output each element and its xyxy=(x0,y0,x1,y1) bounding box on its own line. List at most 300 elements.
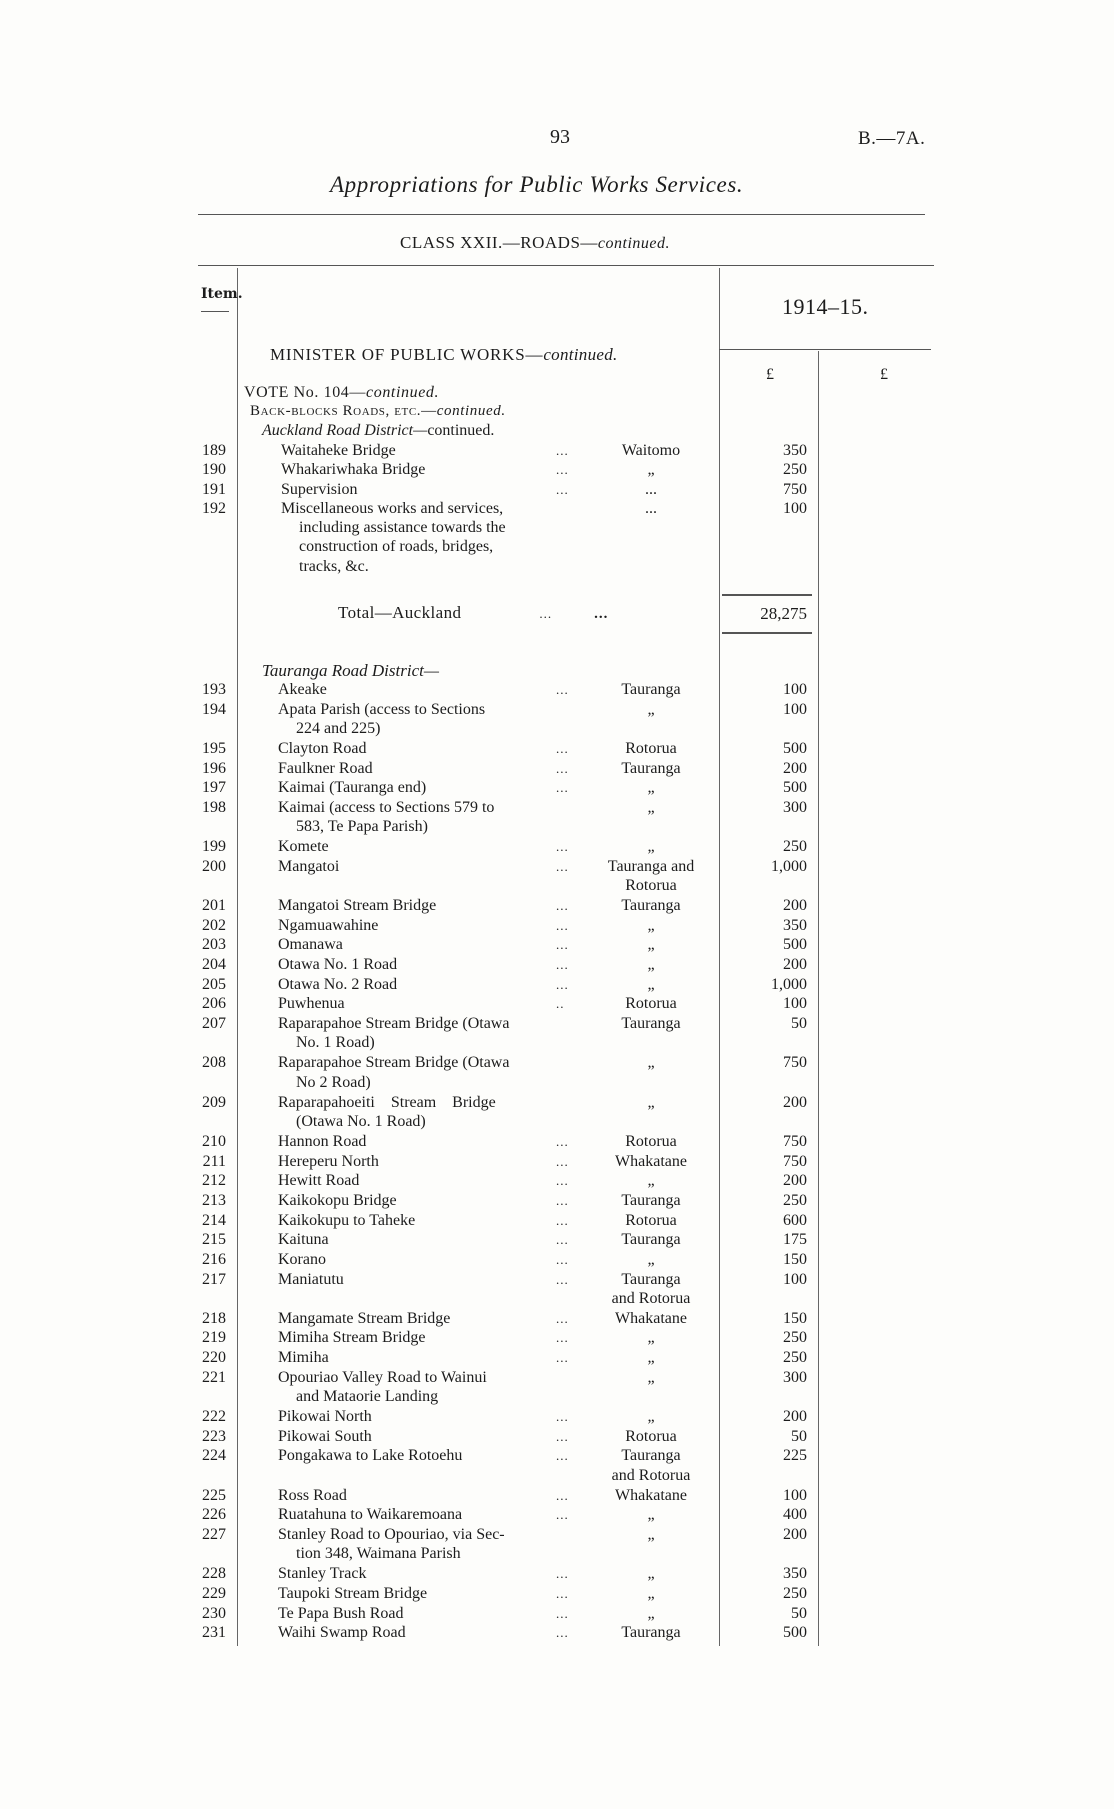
item-description xyxy=(278,1368,580,1407)
item-description xyxy=(281,441,580,460)
electoral-district: Tauranga xyxy=(621,1447,681,1465)
leader-dots: ... xyxy=(556,839,569,855)
table-top-rule xyxy=(198,265,934,266)
item-description xyxy=(278,1191,580,1210)
leader-dots: ... xyxy=(556,740,569,756)
currency-symbol-1: £ xyxy=(766,366,774,383)
table-row xyxy=(0,994,1114,1014)
description-line: Raparapahoe Stream Bridge (Otawa xyxy=(278,1015,510,1033)
amount: 250 xyxy=(783,1584,807,1602)
item-number: 211 xyxy=(202,1152,226,1170)
leader-dots: ... xyxy=(556,1310,569,1326)
amount: 600 xyxy=(783,1211,807,1229)
table-row xyxy=(0,499,1114,576)
table-row xyxy=(0,1584,1114,1604)
leader-dots: ... xyxy=(556,1330,569,1346)
item-header-rule xyxy=(201,311,229,312)
item-description xyxy=(278,896,580,915)
item-description xyxy=(278,1604,580,1623)
description-line: Hannon Road xyxy=(278,1132,367,1150)
leader-dots: ... xyxy=(556,1605,569,1621)
amount: 50 xyxy=(791,1427,807,1445)
leader-dots: ... xyxy=(556,760,569,776)
item-number: 199 xyxy=(202,838,226,856)
table-row xyxy=(0,955,1114,975)
table-row xyxy=(0,1623,1114,1643)
leader-dots: ... xyxy=(556,1566,569,1582)
electoral-district: Rotorua xyxy=(625,1211,677,1229)
backblocks-label: Back-blocks Roads, etc.— xyxy=(250,403,437,419)
amount: 175 xyxy=(783,1231,807,1249)
description-line: Miscellaneous works and services, xyxy=(281,499,504,517)
item-description xyxy=(278,1407,580,1426)
item-number: 198 xyxy=(202,798,226,816)
description-line: Kaituna xyxy=(278,1231,329,1249)
description-line: Raparapahoeiti Stream Bridge xyxy=(278,1093,496,1111)
amount: 250 xyxy=(783,1329,807,1347)
description-line: Taupoki Stream Bridge xyxy=(278,1584,428,1602)
page-title: Appropriations for Public Works Services. xyxy=(330,172,744,197)
leader-dots: ... xyxy=(556,1428,569,1444)
item-description xyxy=(278,1328,580,1347)
item-number: 206 xyxy=(202,995,226,1013)
electoral-district: Tauranga xyxy=(621,1231,681,1249)
table-row xyxy=(0,1250,1114,1270)
description-line: No. 1 Road) xyxy=(296,1034,375,1052)
description-line: Clayton Road xyxy=(278,739,367,757)
item-description xyxy=(278,1171,580,1190)
item-description xyxy=(278,1211,580,1230)
item-number: 223 xyxy=(202,1427,226,1445)
electoral-district: „ xyxy=(647,779,655,797)
class-continued: continued. xyxy=(597,235,671,252)
electoral-district: „ xyxy=(647,916,655,934)
table-row xyxy=(0,1309,1114,1329)
table-row xyxy=(0,460,1114,479)
item-description xyxy=(278,994,580,1013)
amount: 500 xyxy=(783,936,807,954)
year-column-header: 1914–15. xyxy=(782,294,869,319)
table-row xyxy=(0,975,1114,995)
leader-dots: ... xyxy=(556,1350,569,1366)
description-line: 224 and 225) xyxy=(296,719,381,737)
leader-dots: ... xyxy=(556,858,569,874)
description-line: Pongakawa to Lake Rotoehu xyxy=(278,1447,463,1465)
electoral-district: ... xyxy=(645,499,657,517)
amount: 200 xyxy=(783,1408,807,1426)
item-number: 228 xyxy=(202,1565,226,1583)
total-auckland-amount: 28,275 xyxy=(760,604,807,623)
item-description xyxy=(278,1623,580,1642)
description-line: Kaimai (access to Sections 579 to xyxy=(278,798,495,816)
amount: 500 xyxy=(783,739,807,757)
amount: 350 xyxy=(783,1565,807,1583)
class-title: CLASS XXII.—ROADS— xyxy=(400,233,598,252)
leader-dots: ... xyxy=(556,1232,569,1248)
item-description xyxy=(281,460,580,479)
item-number: 195 xyxy=(202,739,226,757)
item-description xyxy=(278,759,580,778)
table-row xyxy=(0,1525,1114,1564)
item-description xyxy=(278,739,580,758)
leader-dots: ... xyxy=(556,1507,569,1523)
item-column-header: Item. xyxy=(201,286,243,302)
leader-dots: ... xyxy=(556,976,569,992)
electoral-district: „ xyxy=(647,1408,655,1426)
description-line: Raparapahoe Stream Bridge (Otawa xyxy=(278,1054,510,1072)
description-line: including assistance towards the xyxy=(299,519,506,537)
description-line: Hewitt Road xyxy=(278,1172,360,1190)
total-auckland-label xyxy=(338,603,608,623)
leader-dots: ... xyxy=(556,1153,569,1169)
leader-dots: ... xyxy=(556,1625,569,1641)
description-line: Apata Parish (access to Sections xyxy=(278,700,486,718)
table-row xyxy=(0,1152,1114,1172)
leader-dots: ... xyxy=(556,957,569,973)
item-number: 196 xyxy=(202,759,226,777)
title-rule xyxy=(198,214,925,215)
description-line: Mimiha Stream Bridge xyxy=(278,1329,426,1347)
item-description xyxy=(278,1525,580,1564)
item-description xyxy=(278,1584,580,1603)
description-line: Stanley Road to Opouriao, via Sec- xyxy=(278,1525,505,1543)
tauranga-district-heading: Tauranga Road District— xyxy=(262,661,439,680)
amount: 300 xyxy=(783,1368,807,1386)
item-description xyxy=(278,1486,580,1505)
table-row xyxy=(0,1132,1114,1152)
table-row xyxy=(0,798,1114,837)
description-line: Hereperu North xyxy=(278,1152,379,1170)
description-line: Korano xyxy=(278,1250,326,1268)
leader-dots: ... xyxy=(556,1212,569,1228)
electoral-district: „ xyxy=(647,1172,655,1190)
item-number: 190 xyxy=(202,461,226,479)
description-line: Mangamate Stream Bridge xyxy=(278,1309,451,1327)
amount: 200 xyxy=(783,1525,807,1543)
amount: 100 xyxy=(783,700,807,718)
description-line: Supervision xyxy=(281,480,358,498)
leader-dots: ... xyxy=(556,1173,569,1189)
leader-dots: ... xyxy=(556,917,569,933)
electoral-district: Tauranga xyxy=(621,1015,681,1033)
amount: 100 xyxy=(783,995,807,1013)
amount: 500 xyxy=(783,1624,807,1642)
amount: 250 xyxy=(783,461,807,479)
item-number: 220 xyxy=(202,1349,226,1367)
leader-dots: ... xyxy=(556,937,569,953)
leader-dots: ... xyxy=(556,481,569,497)
total-label-text: Total—Auckland xyxy=(338,603,462,622)
item-number: 216 xyxy=(202,1250,226,1268)
description-line: Otawa No. 2 Road xyxy=(278,975,398,993)
item-description xyxy=(278,1152,580,1171)
item-number: 221 xyxy=(202,1368,226,1386)
item-number: 222 xyxy=(202,1408,226,1426)
item-number: 207 xyxy=(202,1015,226,1033)
description-line: Komete xyxy=(278,838,329,856)
item-description xyxy=(278,1250,580,1269)
item-description xyxy=(278,837,580,856)
amount: 300 xyxy=(783,798,807,816)
electoral-district: „ xyxy=(647,1565,655,1583)
amount: 200 xyxy=(783,1172,807,1190)
amount: 750 xyxy=(783,1132,807,1150)
electoral-district: Rotorua xyxy=(625,1427,677,1445)
item-number: 201 xyxy=(202,897,226,915)
electoral-district: Tauranga xyxy=(621,1624,681,1642)
description-line: Waihi Swamp Road xyxy=(278,1624,406,1642)
description-line: Akeake xyxy=(278,681,327,698)
item-description xyxy=(278,1270,580,1289)
total-rule-top xyxy=(722,594,812,596)
table-row xyxy=(0,1348,1114,1368)
leader-dots: ... xyxy=(556,1448,569,1464)
item-number: 202 xyxy=(202,916,226,934)
electoral-district: „ xyxy=(647,1093,655,1111)
electoral-district: „ xyxy=(647,1525,655,1543)
item-number: 208 xyxy=(202,1054,226,1072)
description-line: (Otawa No. 1 Road) xyxy=(296,1112,426,1130)
table-row xyxy=(0,1427,1114,1447)
minister-label: MINISTER OF PUBLIC WORKS— xyxy=(270,345,544,364)
description-line: construction of roads, bridges, xyxy=(299,538,494,556)
description-line: Kaikokupu to Taheke xyxy=(278,1211,416,1229)
item-description xyxy=(278,1427,580,1446)
amount: 100 xyxy=(783,499,807,517)
total-rule-bottom xyxy=(722,632,812,634)
table-row xyxy=(0,1328,1114,1348)
description-line: Ruatahuna to Waikaremoana xyxy=(278,1506,463,1524)
table-row xyxy=(0,700,1114,739)
description-line: Waitaheke Bridge xyxy=(281,442,396,459)
electoral-district: and Rotorua xyxy=(611,1466,691,1484)
leader-dots: ... xyxy=(556,1409,569,1425)
document-reference: B.—7A. xyxy=(858,128,926,149)
table-row xyxy=(0,1505,1114,1525)
electoral-district: „ xyxy=(647,1604,655,1622)
vote-continued: continued. xyxy=(366,384,440,401)
leader-dots: ... xyxy=(556,1487,569,1503)
amount: 200 xyxy=(783,897,807,915)
item-number: 227 xyxy=(202,1525,226,1543)
amount: 1,000 xyxy=(771,857,807,875)
table-row xyxy=(0,916,1114,936)
electoral-district: Tauranga xyxy=(621,1270,681,1288)
total-district-dots: ... xyxy=(594,606,609,622)
item-description xyxy=(278,1093,580,1132)
item-description xyxy=(278,1564,580,1583)
leader-dots: ... xyxy=(556,1585,569,1601)
table-row xyxy=(0,837,1114,857)
description-line: Ross Road xyxy=(278,1486,347,1504)
description-line: Otawa No. 1 Road xyxy=(278,956,398,974)
electoral-district: „ xyxy=(647,1349,655,1367)
currency-symbol-2: £ xyxy=(880,366,888,383)
amount: 150 xyxy=(783,1309,807,1327)
electoral-district: ... xyxy=(645,480,657,498)
electoral-district: Rotorua xyxy=(625,877,677,895)
amount: 200 xyxy=(783,759,807,777)
description-line: Whakariwhaka Bridge xyxy=(281,461,426,479)
leader-dots: ... xyxy=(556,682,569,697)
item-number: 193 xyxy=(202,681,226,698)
electoral-district: „ xyxy=(647,798,655,816)
backblocks-heading xyxy=(250,403,506,420)
leader-dots: ... xyxy=(556,443,569,458)
table-row xyxy=(0,441,1114,460)
electoral-district: „ xyxy=(647,838,655,856)
item-description xyxy=(278,798,580,837)
table-row xyxy=(0,1368,1114,1407)
table-row xyxy=(0,739,1114,759)
amount: 100 xyxy=(783,681,807,698)
class-heading xyxy=(400,233,670,253)
item-description xyxy=(278,1053,580,1092)
table-row xyxy=(0,1093,1114,1132)
electoral-district: Tauranga xyxy=(621,1191,681,1209)
item-number: 200 xyxy=(202,857,226,875)
auckland-district-label: Auckland Road District— xyxy=(262,422,428,439)
item-number: 225 xyxy=(202,1486,226,1504)
item-number: 218 xyxy=(202,1309,226,1327)
minister-heading xyxy=(270,345,618,365)
electoral-district: „ xyxy=(647,936,655,954)
electoral-district: Whakatane xyxy=(615,1152,687,1170)
item-description xyxy=(281,499,580,576)
description-line: No 2 Road) xyxy=(296,1073,371,1091)
amount: 250 xyxy=(783,1191,807,1209)
item-number: 191 xyxy=(202,480,226,498)
table-row xyxy=(0,1211,1114,1231)
description-line: Stanley Track xyxy=(278,1565,367,1583)
description-line: Kaimai (Tauranga end) xyxy=(278,779,427,797)
table-row xyxy=(0,1486,1114,1506)
amount: 750 xyxy=(783,480,807,498)
electoral-district: „ xyxy=(647,1368,655,1386)
item-number: 230 xyxy=(202,1604,226,1622)
table-row xyxy=(0,1014,1114,1053)
electoral-district: „ xyxy=(647,1329,655,1347)
amount: 50 xyxy=(791,1015,807,1033)
leader-dots: ... xyxy=(556,1251,569,1267)
item-number: 189 xyxy=(202,442,226,459)
item-description xyxy=(278,680,580,699)
leader-dots: ... xyxy=(556,1271,569,1287)
amount: 400 xyxy=(783,1506,807,1524)
item-number: 197 xyxy=(202,779,226,797)
table-row xyxy=(0,896,1114,916)
description-line: Pikowai North xyxy=(278,1408,372,1426)
amount: 200 xyxy=(783,1093,807,1111)
item-description xyxy=(278,778,580,797)
description-line: Opouriao Valley Road to Wainui xyxy=(278,1368,487,1386)
amount: 150 xyxy=(783,1250,807,1268)
item-description xyxy=(278,700,580,739)
description-line: Kaikokopu Bridge xyxy=(278,1191,397,1209)
table-row xyxy=(0,1604,1114,1624)
item-description xyxy=(278,1446,580,1465)
description-line: Mimiha xyxy=(278,1349,329,1367)
electoral-district: and Rotorua xyxy=(611,1290,691,1308)
amount: 250 xyxy=(783,1349,807,1367)
electoral-district: Tauranga xyxy=(621,897,681,915)
electoral-district: „ xyxy=(647,461,655,479)
table-row xyxy=(0,1053,1114,1092)
amount: 50 xyxy=(791,1604,807,1622)
table-row xyxy=(0,680,1114,700)
table-row xyxy=(0,778,1114,798)
description-line: Te Papa Bush Road xyxy=(278,1604,404,1622)
item-description xyxy=(278,935,580,954)
electoral-district: Tauranga and xyxy=(607,857,695,875)
item-description xyxy=(278,1230,580,1249)
total-leader-dots: ... xyxy=(539,606,553,621)
leader-dots: ... xyxy=(556,780,569,796)
electoral-district: „ xyxy=(647,700,655,718)
electoral-district: „ xyxy=(647,1584,655,1602)
item-number: 213 xyxy=(202,1191,226,1209)
electoral-district: „ xyxy=(647,1506,655,1524)
electoral-district: Whakatane xyxy=(615,1309,687,1327)
item-description xyxy=(281,480,580,499)
description-line: tracks, &c. xyxy=(299,557,369,575)
item-description xyxy=(278,975,580,994)
auckland-district-heading xyxy=(262,422,494,440)
table-row xyxy=(0,1191,1114,1211)
table-row xyxy=(0,1270,1114,1309)
leader-dots: ... xyxy=(556,1133,569,1149)
amount: 1,000 xyxy=(771,975,807,993)
description-line: Omanawa xyxy=(278,936,343,954)
amount: 750 xyxy=(783,1054,807,1072)
item-number: 204 xyxy=(202,956,226,974)
leader-dots: ... xyxy=(556,462,569,478)
item-description xyxy=(278,1309,580,1328)
electoral-district: Rotorua xyxy=(625,995,677,1013)
amount: 750 xyxy=(783,1152,807,1170)
backblocks-continued: continued. xyxy=(436,403,506,419)
description-line: 583, Te Papa Parish) xyxy=(296,818,428,836)
item-number: 214 xyxy=(202,1211,226,1229)
electoral-district: Tauranga xyxy=(621,681,681,698)
table-row xyxy=(0,857,1114,896)
item-description xyxy=(278,916,580,935)
item-number: 205 xyxy=(202,975,226,993)
description-line: Mangatoi Stream Bridge xyxy=(278,897,437,915)
item-number: 210 xyxy=(202,1132,226,1150)
item-description xyxy=(278,1505,580,1524)
table-row xyxy=(0,759,1114,779)
item-number: 215 xyxy=(202,1231,226,1249)
leader-dots: .. xyxy=(556,996,565,1012)
item-description xyxy=(278,955,580,974)
leader-dots: ... xyxy=(556,1192,569,1208)
table-row xyxy=(0,480,1114,499)
amount: 225 xyxy=(783,1447,807,1465)
table-row xyxy=(0,1564,1114,1584)
amount: 250 xyxy=(783,838,807,856)
amount: 200 xyxy=(783,956,807,974)
amount: 100 xyxy=(783,1270,807,1288)
table-row xyxy=(0,1171,1114,1191)
item-number: 226 xyxy=(202,1506,226,1524)
item-description xyxy=(278,1014,580,1053)
amount: 500 xyxy=(783,779,807,797)
electoral-district: „ xyxy=(647,1250,655,1268)
vote-label: VOTE No. 104— xyxy=(244,384,367,401)
description-line: and Mataorie Landing xyxy=(296,1388,439,1406)
electoral-district: Rotorua xyxy=(625,739,677,757)
